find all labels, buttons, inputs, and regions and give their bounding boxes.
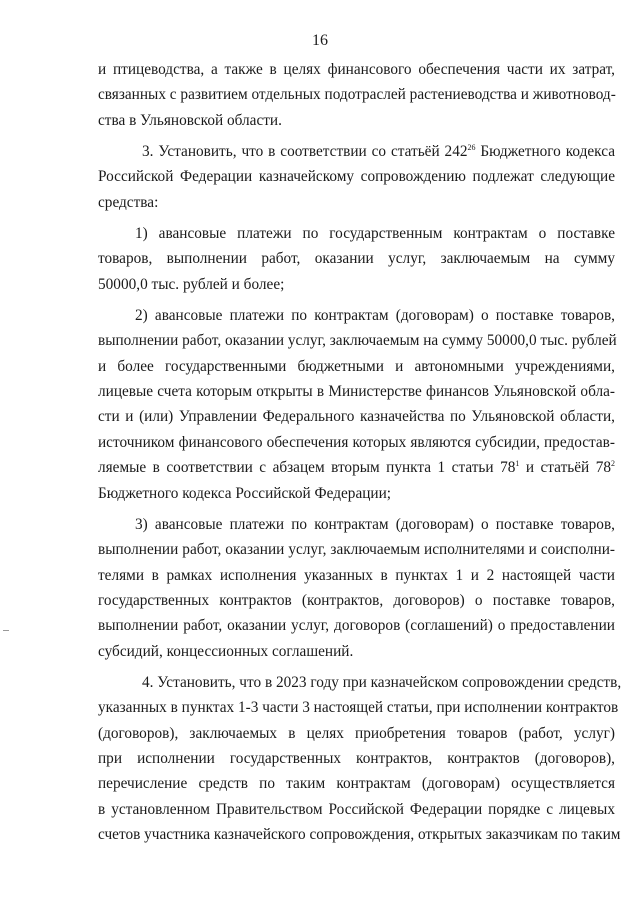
text-line: выполнении работ, оказании услуг, договоров (соглашений) о предоставлении [98, 617, 615, 635]
text-line [98, 455, 615, 480]
text-line [98, 139, 615, 164]
superscript: 1 [515, 459, 520, 469]
text-run: Бюджетного кодекса [475, 143, 615, 161]
text-line: ства в Ульяновской области. [98, 111, 282, 129]
text-run: ляемые в соответствии с абзацем вторым пункта 1 статьи 78 [98, 459, 516, 477]
text-line: 2) авансовые платежи по контрактам (договорам) о поставке товаров, [135, 307, 615, 325]
document-body [98, 57, 622, 847]
text-line: и более государственными бюджетными и автономными учреждениями, [98, 357, 615, 375]
text-line: указанных в пунктах 1-3 части 3 настоящей статьи, при исполнении контрактов [98, 699, 619, 717]
page-number: 16 [312, 32, 328, 49]
text-run: 3. Установить, что в соответствии со статьёй 242 [142, 143, 468, 161]
text-line: связанных с развитием отдельных подотраслей растениеводства и животновод- [98, 86, 616, 104]
margin-mark [3, 630, 9, 631]
text-line: источником финансового обеспечения которых являются субсидии, предостав- [98, 433, 615, 451]
text-line: субсидий, концессионных соглашений. [98, 642, 354, 660]
text-line: 1) авансовые платежи по государственным контрактам о поставке [135, 225, 615, 243]
text-line: государственных контрактов (контрактов, договоров) о поставке товаров, [98, 591, 615, 609]
text-line: сти и (или) Управлении Федерального казначейства по Ульяновской области, [98, 408, 615, 426]
text-line: Бюджетного кодекса Российской Федерации; [98, 484, 392, 502]
text-run: и статьёй 78 [519, 459, 611, 477]
text-line: 3) авансовые платежи по контрактам (договорам) о поставке товаров, [135, 515, 615, 533]
text-line: в установленном Правительством Российской Федерации порядке с лицевых [98, 800, 615, 818]
text-line: (договоров), заключаемых в целях приобретения товаров (работ, услуг) [98, 724, 615, 742]
text-line: Российской Федерации казначейскому сопровождению подлежат следующие [98, 168, 615, 186]
text-line: и птицеводства, а также в целях финансового обеспечения части их затрат, [98, 61, 615, 78]
text-line: товаров, выполнении работ, оказании услуг, заключаемым на сумму [98, 250, 615, 268]
text-line: лицевые счета которым открыты в Министерстве финансов Ульяновской обла- [98, 383, 615, 401]
text-line: телями в рамках исполнения указанных в пунктах 1 и 2 настоящей части [98, 566, 615, 584]
text-line: перечисление средств по таким контрактам (договорам) осуществляется [98, 775, 615, 793]
text-line: при исполнении государственных контрактов, контрактов (договоров), [98, 749, 615, 767]
text-line: средства: [98, 193, 159, 211]
superscript: 2 [611, 459, 615, 469]
superscript: 26 [467, 143, 476, 153]
text-line: выполнении работ, оказании услуг, заключаемым исполнителями и соисполни- [98, 541, 615, 559]
text-line: 4. Установить, что в 2023 году при казначейском сопровождении средств, [142, 673, 622, 691]
text-line: счетов участника казначейского сопровождения, открытых заказчикам по таким [98, 825, 621, 843]
text-line: 50000,0 тыс. рублей и более; [98, 275, 285, 293]
text-line: выполнении работ, оказании услуг, заключаемым на сумму 50000,0 тыс. рублей [98, 332, 617, 350]
